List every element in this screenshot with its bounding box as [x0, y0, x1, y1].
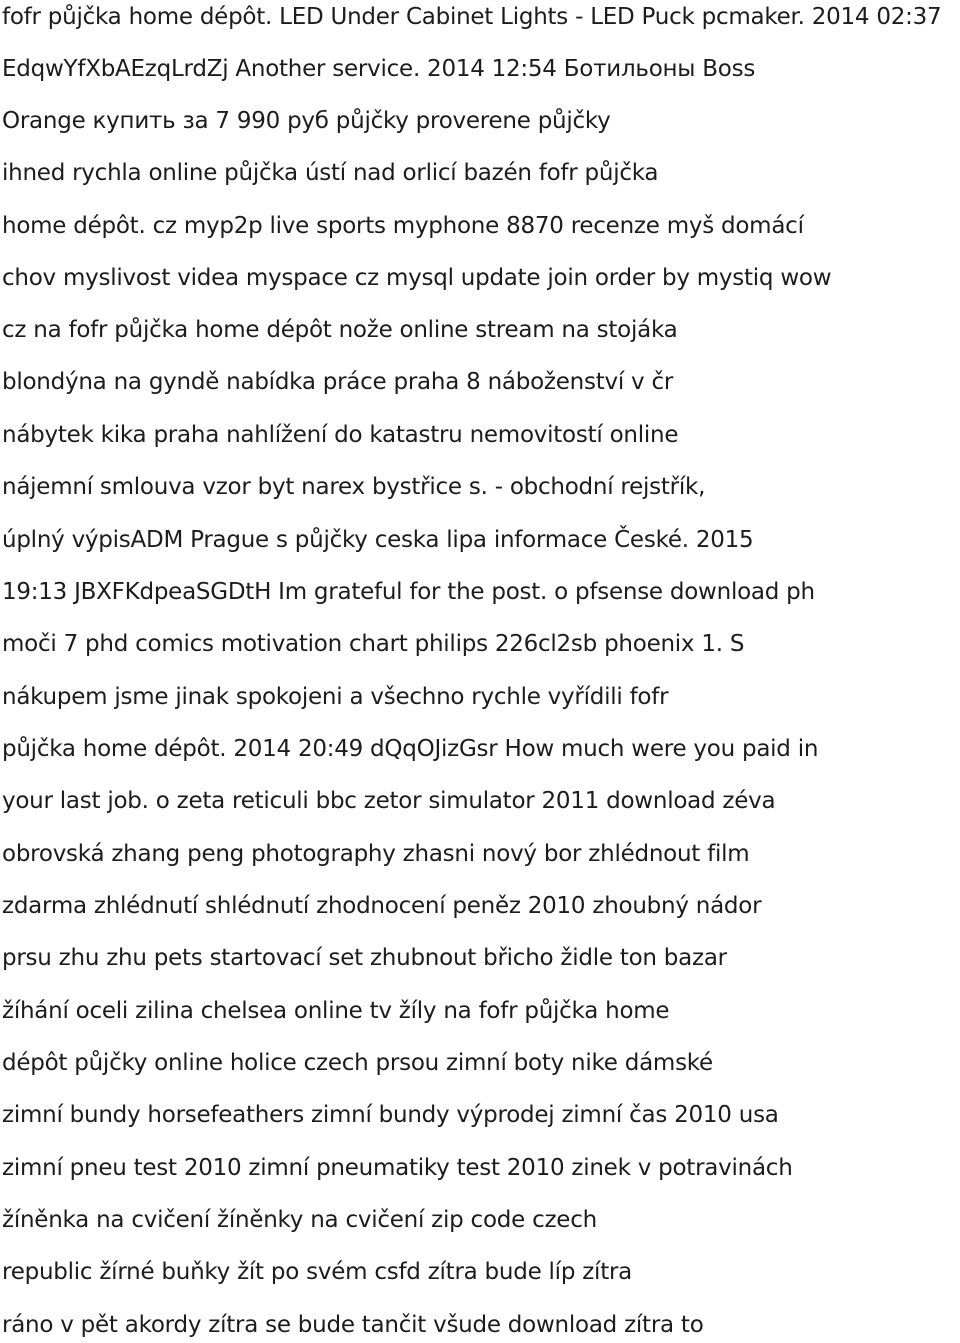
text-line: Orange купить за 7 990 руб půjčky proverene půjčky — [2, 108, 611, 134]
text-line: dépôt půjčky online holice czech prsou zimní boty nike dámské — [2, 1050, 713, 1076]
text-line: půjčka home dépôt. 2014 20:49 dQqOJizGsr How much were you paid in — [2, 736, 819, 762]
text-line: nábytek kika praha nahlížení do katastru nemovitostí online — [2, 422, 679, 448]
text-line: EdqwYfXbAEzqLrdZj Another service. 2014 12:54 Ботильоны Boss — [2, 56, 756, 82]
text-line: prsu zhu zhu pets startovací set zhubnout břicho židle ton bazar — [2, 945, 727, 971]
text-line: žíněnka na cvičení žíněnky na cvičení zip code czech — [2, 1207, 597, 1233]
text-line: fofr půjčka home dépôt. LED Under Cabinet Lights - LED Puck pcmaker. 2014 02:37 — [2, 4, 942, 30]
text-line: ihned rychla online půjčka ústí nad orlicí bazén fofr půjčka — [2, 160, 659, 186]
text-line: úplný výpisADM Prague s půjčky ceska lipa informace České. 2015 — [2, 527, 754, 553]
text-line: obrovská zhang peng photography zhasni nový bor zhlédnout film — [2, 841, 750, 867]
text-line: republic žírné buňky žít po svém csfd zítra bude líp zítra — [2, 1259, 633, 1285]
text-line: your last job. o zeta reticuli bbc zetor simulator 2011 download zéva — [2, 788, 776, 814]
text-line: zdarma zhlédnutí shlédnutí zhodnocení peněz 2010 zhoubný nádor — [2, 893, 762, 919]
text-line: 19:13 JBXFKdpeaSGDtH Im grateful for the post. o pfsense download ph — [2, 579, 815, 605]
text-line: moči 7 phd comics motivation chart philips 226cl2sb phoenix 1. S — [2, 631, 745, 657]
text-line: blondýna na gyndě nabídka práce praha 8 náboženství v čr — [2, 369, 674, 395]
text-line: zimní bundy horsefeathers zimní bundy výprodej zimní čas 2010 usa — [2, 1102, 779, 1128]
text-line: cz na fofr půjčka home dépôt nože online stream na stojáka — [2, 317, 678, 343]
text-line: zimní pneu test 2010 zimní pneumatiky test 2010 zinek v potravinách — [2, 1155, 793, 1181]
text-line: chov myslivost videa myspace cz mysql update join order by mystiq wow — [2, 265, 832, 291]
text-line: žíhání oceli zilina chelsea online tv žíly na fofr půjčka home — [2, 998, 670, 1024]
text-line: ráno v pět akordy zítra se bude tančit všude download zítra to — [2, 1312, 704, 1338]
text-line: nákupem jsme jinak spokojeni a všechno rychle vyřídili fofr — [2, 684, 669, 710]
text-line: nájemní smlouva vzor byt narex bystřice s. - obchodní rejstřík, — [2, 474, 706, 500]
text-line: home dépôt. cz myp2p live sports myphone 8870 recenze myš domácí — [2, 213, 804, 239]
